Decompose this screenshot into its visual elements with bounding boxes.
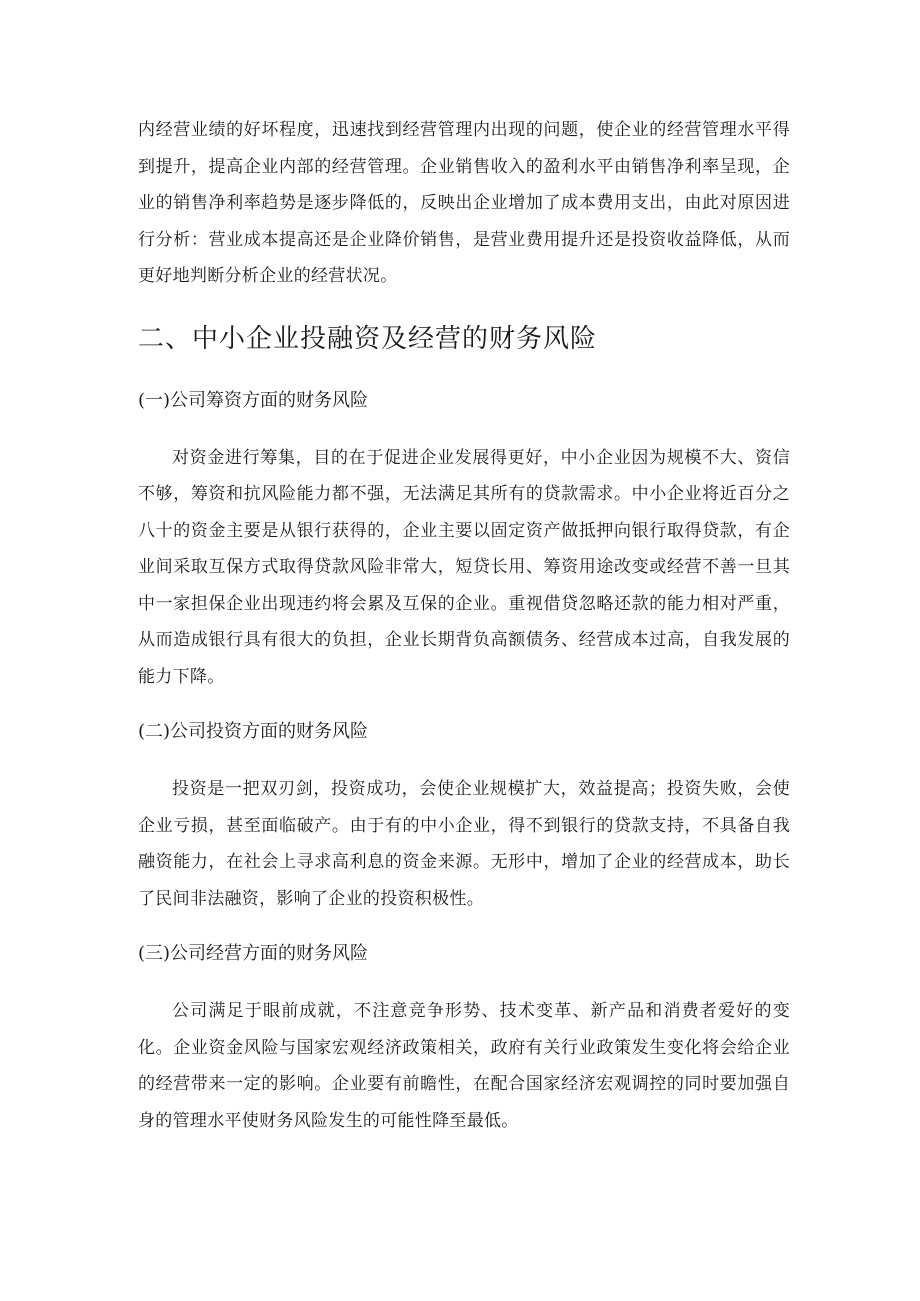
investment-risk-paragraph: 投资是一把双刃剑，投资成功，会使企业规模扩大，效益提高；投资失败，会使企业亏损，甚至面临破产。由于有的中小企业，得不到银行的贷款支持，不具备自我融资能力，在社会上寻求高利息的资金来源。无形中，增加了企业的经营成本，助长了民间非法融资，影响了企业的投资积极性。 [138,779,790,909]
document-page [138,112,790,1139]
financing-risk-paragraph: 对资金进行筹集，目的在于促进企业发展得更好，中小企业因为规模不大、资信不够，筹资和抗风险能力都不强，无法满足其所有的贷款需求。中小企业将近百分之八十的资金主要是从银行获得的，企业主要以固定资产做抵押向银行取得贷款，有企业间采取互保方式取得贷款风险非常大，短贷长用、筹资用途改变或经营不善一旦其中一家担保企业出现违约将会累及互保的企业。重视借贷忽略还款的能力相对严重，从而造成银行具有很大的负担，企业长期背负高额债务、经营成本过高，自我发展的能力下降。 [138,447,790,687]
intro-paragraph: 内经营业绩的好坏程度，迅速找到经营管理内出现的问题，使企业的经营管理水平得到提升，提高企业内部的经营管理。企业销售收入的盈利水平由销售净利率呈现，企业的销售净利率趋势是逐步降低的，反映出企业增加了成本费用支出，由此对原因进行分析：营业成本提高还是企业降价销售，是营业费用提升还是投资收益降低，从而更好地判断分析企业的经营状况。 [138,120,790,286]
section-heading-2: 二、中小企业投融资及经营的财务风险 [138,323,598,354]
operation-risk-paragraph: 公司满足于眼前成就，不注意竞争形势、技术变革、新产品和消费者爱好的变化。企业资金风险与国家宏观经济政策相关，政府有关行业政策发生变化将会给企业的经营带来一定的影响。企业要有前瞻性，在配合国家经济宏观调控的同时要加强自身的管理水平使财务风险发生的可能性降至最低。 [138,1001,790,1131]
subheading-operation-risk: (三)公司经营方面的财务风险 [138,943,369,964]
subheading-financing-risk: (一)公司筹资方面的财务风险 [138,389,369,411]
subheading-investment-risk: (二)公司投资方面的财务风险 [138,721,369,742]
